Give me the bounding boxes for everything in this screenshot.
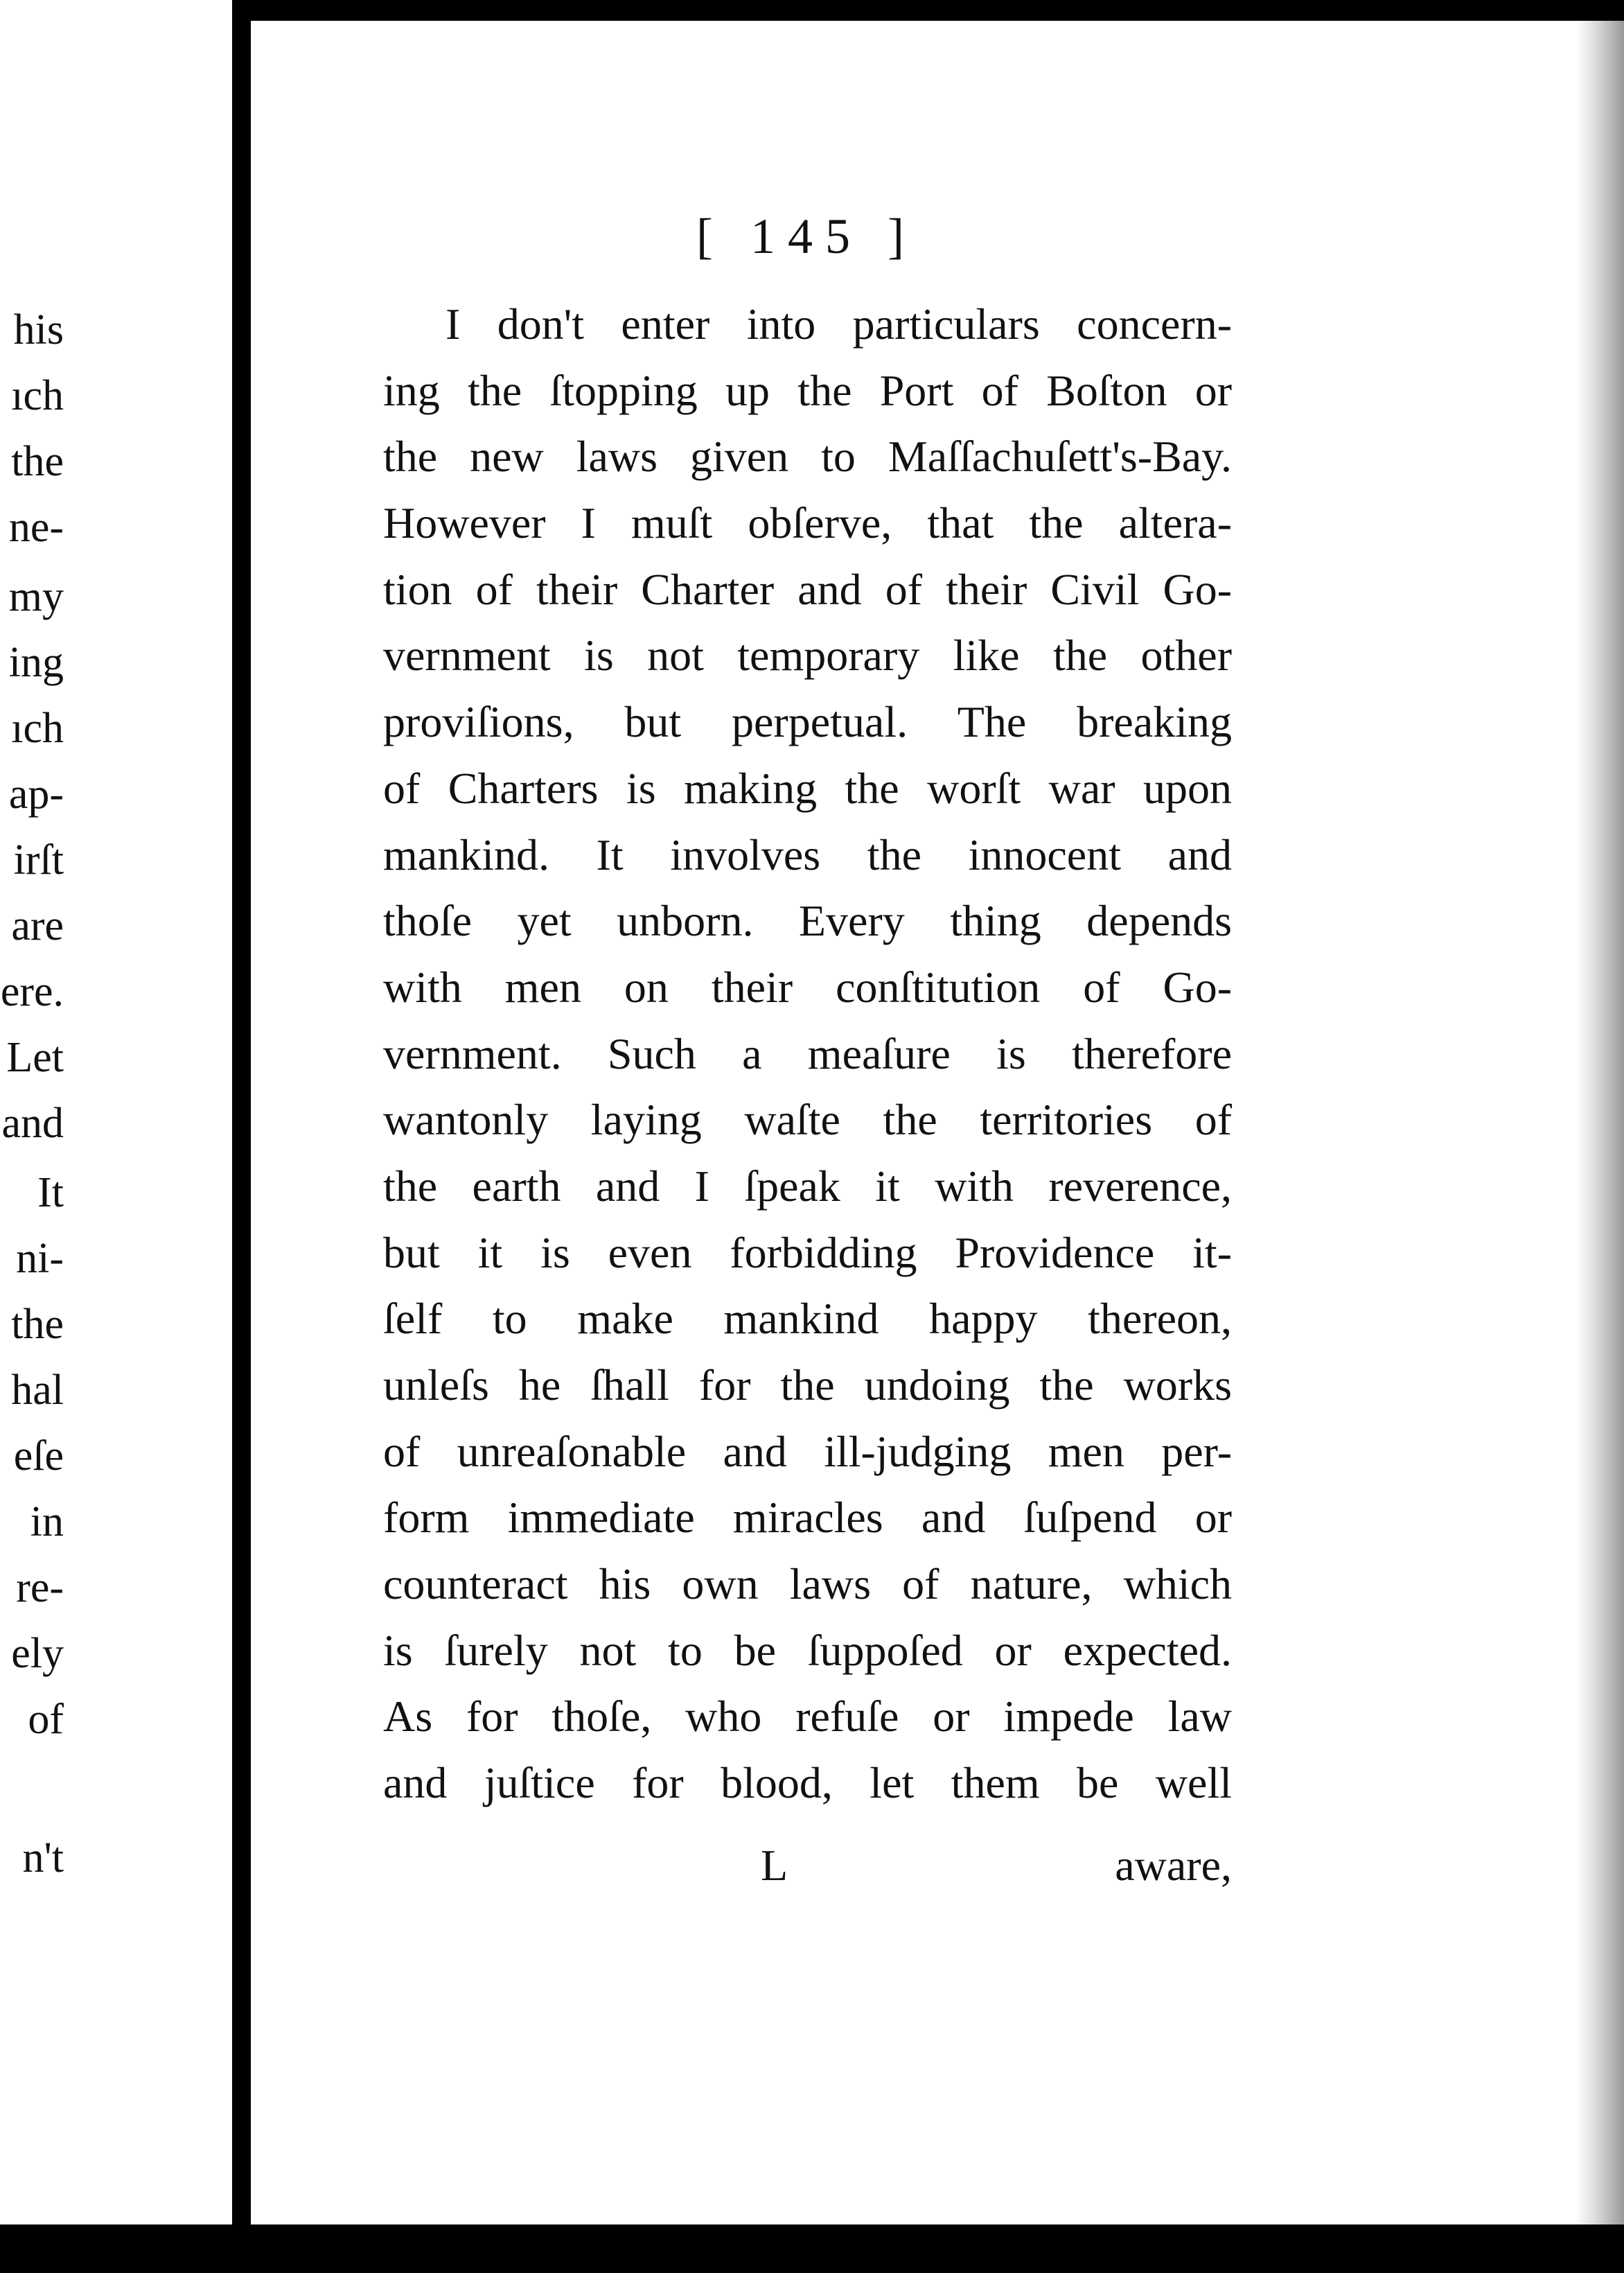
text-line: As for thoſe, who refuſe or impede law	[383, 1692, 1232, 1741]
left-page-line: Let	[6, 1034, 64, 1081]
left-page-line: the	[11, 438, 64, 485]
left-page-line: ing	[8, 639, 64, 686]
left-page-line: hal	[11, 1367, 64, 1414]
left-page-line: ıch	[11, 372, 64, 419]
text-line: mankind. It involves the innocent and	[383, 830, 1232, 879]
left-page-line: ely	[11, 1630, 64, 1677]
text-line: I don't enter into particulars concern-	[445, 299, 1232, 349]
text-line: counteract his own laws of nature, which	[383, 1559, 1232, 1609]
text-line: of Charters is making the worſt war upon	[383, 763, 1232, 813]
catchword: aware,	[1115, 1841, 1232, 1890]
text-line: of unreaſonable and ill-judging men per-	[383, 1426, 1232, 1476]
left-page-line: in	[30, 1498, 64, 1545]
left-page-line: the	[11, 1301, 64, 1348]
text-line: vernment is not temporary like the other	[383, 631, 1232, 681]
left-page-line: n't	[22, 1834, 64, 1881]
text-line: form immediate miracles and ſuſpend or	[383, 1493, 1232, 1543]
left-page-line: ne-	[8, 504, 64, 551]
text-line: wantonly laying waſte the territories of	[383, 1095, 1232, 1145]
page-body-text	[383, 291, 1232, 1816]
text-line: vernment. Such a meaſure is therefore	[383, 1028, 1232, 1078]
left-page-line: ere.	[0, 968, 64, 1015]
left-page-line: re-	[16, 1564, 64, 1611]
text-line: is ſurely not to be ſuppoſed or expected.	[383, 1625, 1232, 1675]
left-page-line: and	[1, 1100, 64, 1147]
text-line: ſelf to make mankind happy thereon,	[383, 1294, 1232, 1344]
page-edge-shadow	[1576, 21, 1624, 2224]
page-gutter	[232, 0, 253, 2224]
left-page-line: my	[8, 573, 64, 620]
left-page-line: eſe	[13, 1432, 64, 1480]
text-line: and juſtice for blood, let them be well	[383, 1758, 1232, 1808]
text-line: proviſions, but perpetual. The breaking	[383, 697, 1232, 747]
text-line: unleſs he ſhall for the undoing the works	[383, 1360, 1232, 1410]
left-page-line: ni-	[16, 1235, 64, 1282]
left-page-line: ap-	[8, 771, 64, 818]
text-line: with men on their conſtitution of Go-	[383, 962, 1232, 1012]
text-line: the earth and I ſpeak it with reverence,	[383, 1161, 1232, 1211]
scan-border	[0, 2224, 1624, 2273]
left-page-line: ıch	[11, 705, 64, 752]
left-page-line: are	[11, 902, 64, 949]
page-number-header: [ 145 ]	[696, 209, 917, 264]
left-page-line: of	[28, 1696, 64, 1743]
left-page-line: irſt	[13, 836, 64, 884]
left-page-line: his	[13, 306, 64, 353]
text-line: thoſe yet unborn. Every thing depends	[383, 896, 1232, 946]
left-page-line: It	[37, 1169, 64, 1216]
text-line: ing the ſtopping up the Port of Boſton or	[383, 365, 1232, 415]
text-line: tion of their Charter and of their Civil Go-	[383, 564, 1232, 614]
text-line: but it is even forbidding Providence it-	[383, 1227, 1232, 1277]
text-line: However I muſt obſerve, that the altera-	[383, 498, 1232, 548]
signature-mark: L	[761, 1841, 788, 1890]
page-footer	[383, 1840, 1232, 1902]
text-line: the new laws given to Maſſachuſett's-Bay.	[383, 432, 1232, 482]
left-facing-page	[0, 0, 232, 2224]
